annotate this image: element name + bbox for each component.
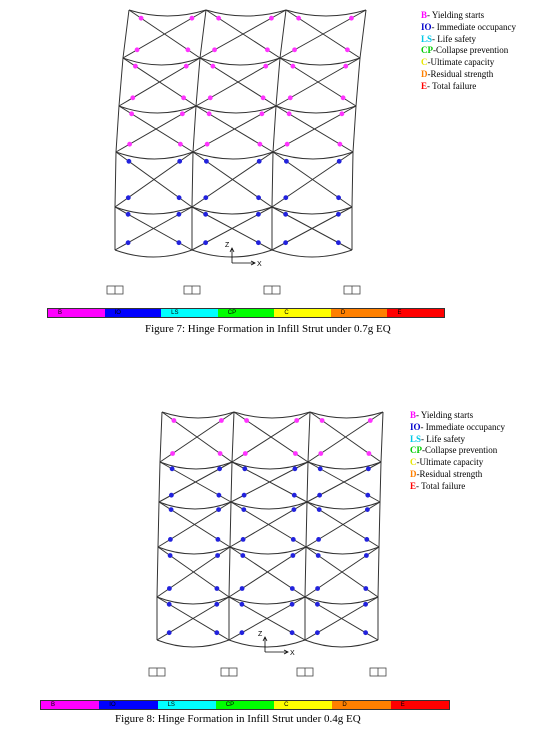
color-bar-segment-d bbox=[331, 309, 388, 317]
beam bbox=[162, 412, 234, 418]
hinge-dot bbox=[181, 95, 186, 100]
legend-text: - Total failure bbox=[427, 80, 477, 91]
hinge-dot bbox=[180, 111, 185, 116]
hinge-dot bbox=[216, 537, 221, 542]
hinge-dot bbox=[215, 586, 220, 591]
hinge-dot bbox=[126, 195, 131, 200]
beam bbox=[115, 250, 192, 257]
hinge-dot bbox=[203, 195, 208, 200]
hinge-dot bbox=[265, 47, 270, 52]
color-bar-segment-b bbox=[48, 309, 105, 317]
legend-item-cp bbox=[421, 45, 516, 57]
hinge-dot bbox=[367, 451, 372, 456]
legend-code: D bbox=[421, 68, 428, 79]
color-bar-segment-e bbox=[387, 309, 444, 317]
legend-item-b bbox=[421, 10, 516, 22]
x-axis-label: X bbox=[257, 261, 262, 268]
hinge-dot bbox=[258, 142, 263, 147]
hinge-dot bbox=[316, 553, 321, 558]
color-bar-label: B bbox=[51, 702, 56, 708]
hinge-dot bbox=[283, 212, 288, 217]
hinge-dot bbox=[296, 16, 301, 21]
hinge-dot bbox=[129, 111, 134, 116]
frame-fig7 bbox=[107, 10, 366, 294]
hinge-dot bbox=[135, 47, 140, 52]
hinge-dot bbox=[318, 451, 323, 456]
hinge-dot bbox=[184, 64, 189, 69]
hinge-dot bbox=[216, 16, 221, 21]
beam bbox=[157, 640, 229, 647]
hinge-dot bbox=[203, 212, 208, 217]
legend-item-ls bbox=[410, 434, 505, 446]
hinge-dot bbox=[178, 142, 183, 147]
hinge-dot bbox=[290, 630, 295, 635]
hinge-dot bbox=[212, 47, 217, 52]
legend-text: - Total failure bbox=[416, 480, 466, 491]
beam bbox=[273, 152, 353, 159]
beam bbox=[229, 640, 305, 647]
hinge-dot bbox=[214, 602, 219, 607]
hinge-dot bbox=[263, 64, 268, 69]
hinge-dot bbox=[291, 553, 296, 558]
figure-caption-7: Figure 7: Hinge Formation in Infill Strut under 0.7g EQ bbox=[145, 323, 391, 335]
beam bbox=[193, 152, 273, 159]
color-bar-segment-cp bbox=[218, 309, 275, 317]
hinge-dot bbox=[292, 47, 297, 52]
color-bar-label: LS bbox=[167, 702, 175, 708]
legend-text: -Residual strength bbox=[427, 68, 494, 79]
hinge-dot bbox=[318, 466, 323, 471]
z-axis-label: Z bbox=[258, 631, 263, 638]
hinge-dot bbox=[364, 537, 369, 542]
hinge-dot bbox=[290, 602, 295, 607]
hinge-dot bbox=[363, 630, 368, 635]
hinge-dot bbox=[287, 111, 292, 116]
column bbox=[157, 412, 162, 640]
hinge-dot bbox=[218, 451, 223, 456]
color-bar-segment-e bbox=[391, 701, 449, 709]
hinge-dot bbox=[338, 142, 343, 147]
hinge-dot bbox=[204, 159, 209, 164]
hinge-legend-fig8 bbox=[410, 410, 505, 493]
hinge-dot bbox=[126, 212, 131, 217]
color-bar-label: IO bbox=[109, 702, 116, 708]
hinge-dot bbox=[170, 451, 175, 456]
hinge-dot bbox=[130, 95, 135, 100]
legend-text: -Collapse prevention bbox=[433, 45, 509, 56]
column bbox=[229, 412, 234, 640]
hinge-dot bbox=[368, 418, 373, 423]
hinge-dot bbox=[365, 507, 370, 512]
hinge-dot bbox=[317, 493, 322, 498]
hinge-dot bbox=[169, 493, 174, 498]
legend-item-io bbox=[421, 22, 516, 34]
legend-item-b bbox=[410, 410, 505, 422]
hinge-dot bbox=[285, 142, 290, 147]
legend-item-e bbox=[410, 481, 505, 493]
column bbox=[352, 10, 366, 250]
color-bar-label: E bbox=[400, 702, 405, 708]
z-axis-label: Z bbox=[225, 242, 230, 249]
legend-item-c bbox=[410, 457, 505, 469]
legend-text: -Ultimate capacity bbox=[427, 57, 495, 68]
legend-text: - Life safety bbox=[432, 33, 476, 44]
hinge-dot bbox=[170, 466, 175, 471]
hinge-dot bbox=[127, 142, 132, 147]
beam bbox=[306, 547, 379, 554]
legend-item-d bbox=[421, 69, 516, 81]
hinge-dot bbox=[240, 602, 245, 607]
hinge-dot bbox=[349, 16, 354, 21]
beam bbox=[206, 10, 286, 16]
hinge-dot bbox=[207, 111, 212, 116]
legend-item-d bbox=[410, 469, 505, 481]
legend-code: IO bbox=[410, 421, 421, 432]
hinge-dot bbox=[241, 507, 246, 512]
hinge-dot bbox=[290, 586, 295, 591]
hinge-dot bbox=[288, 95, 293, 100]
legend-text: - Immediate occupancy bbox=[420, 421, 505, 432]
legend-item-c bbox=[421, 57, 516, 69]
color-bar-segment-io bbox=[99, 701, 157, 709]
legend-code: LS bbox=[410, 433, 422, 444]
hinge-dot bbox=[269, 16, 274, 21]
legend-code: C bbox=[421, 57, 428, 68]
legend-text: - Yielding starts bbox=[416, 410, 474, 420]
color-bar-label: D bbox=[340, 310, 346, 316]
hinge-dot bbox=[293, 451, 298, 456]
color-bar-label: E bbox=[397, 310, 402, 316]
hinge-dot bbox=[167, 602, 172, 607]
hinge-dot bbox=[345, 47, 350, 52]
beam bbox=[305, 640, 378, 647]
color-bar-segment-c bbox=[274, 309, 331, 317]
hinge-dot bbox=[240, 586, 245, 591]
legend-code: B bbox=[410, 410, 417, 420]
hinge-dot bbox=[177, 195, 182, 200]
color-bar-label: CP bbox=[225, 702, 235, 708]
hinge-dot bbox=[244, 418, 249, 423]
color-bar-label: C bbox=[284, 702, 289, 708]
legend-text: - Life safety bbox=[421, 433, 465, 444]
hinge-dot bbox=[190, 16, 195, 21]
hinge-dot bbox=[336, 240, 341, 245]
hinge-dot bbox=[203, 240, 208, 245]
beam bbox=[310, 412, 383, 418]
column bbox=[378, 412, 383, 640]
hinge-dot bbox=[256, 212, 261, 217]
legend-item-io bbox=[410, 422, 505, 434]
hinge-dot bbox=[365, 493, 370, 498]
hinge-color-bar-fig8 bbox=[40, 700, 450, 710]
hinge-dot bbox=[293, 466, 298, 471]
hinge-dot bbox=[169, 507, 174, 512]
beam bbox=[234, 412, 310, 418]
legend-code: E bbox=[421, 80, 428, 91]
hinge-dot bbox=[186, 47, 191, 52]
legend-code: E bbox=[410, 480, 417, 491]
hinge-dot bbox=[315, 630, 320, 635]
color-bar-segment-ls bbox=[161, 309, 218, 317]
hinge-dot bbox=[283, 195, 288, 200]
hinge-dot bbox=[256, 195, 261, 200]
legend-code: D bbox=[410, 468, 417, 479]
hinge-dot bbox=[363, 602, 368, 607]
hinge-dot bbox=[177, 159, 182, 164]
hinge-dot bbox=[284, 159, 289, 164]
beam bbox=[230, 547, 306, 554]
legend-code: IO bbox=[421, 21, 432, 32]
color-bar-segment-ls bbox=[158, 701, 216, 709]
legend-text: -Residual strength bbox=[416, 468, 483, 479]
legend-code: C bbox=[410, 457, 417, 468]
hinge-dot bbox=[240, 630, 245, 635]
hinge-dot bbox=[133, 64, 138, 69]
hinge-dot bbox=[363, 586, 368, 591]
hinge-dot bbox=[172, 418, 177, 423]
hinge-dot bbox=[316, 537, 321, 542]
hinge-dot bbox=[283, 240, 288, 245]
hinge-dot bbox=[139, 16, 144, 21]
legend-code: B bbox=[421, 10, 428, 20]
beam bbox=[123, 58, 200, 65]
hinge-dot bbox=[292, 507, 297, 512]
hinge-dot bbox=[343, 64, 348, 69]
hinge-dot bbox=[177, 240, 182, 245]
beam bbox=[129, 10, 206, 16]
hinge-dot bbox=[126, 159, 131, 164]
hinge-dot bbox=[208, 95, 213, 100]
hinge-dot bbox=[364, 553, 369, 558]
hinge-dot bbox=[167, 586, 172, 591]
hinge-dot bbox=[294, 418, 299, 423]
beam bbox=[286, 10, 366, 16]
hinge-dot bbox=[205, 142, 210, 147]
beam bbox=[272, 250, 352, 257]
beam bbox=[200, 58, 280, 65]
color-bar-label: LS bbox=[171, 310, 179, 316]
legend-text: -Collapse prevention bbox=[422, 445, 498, 456]
color-bar-label: D bbox=[342, 702, 347, 708]
color-bar-segment-io bbox=[105, 309, 162, 317]
hinge-dot bbox=[215, 553, 220, 558]
beam bbox=[116, 152, 193, 159]
hinge-dot bbox=[291, 537, 296, 542]
hinge-dot bbox=[292, 493, 297, 498]
hinge-dot bbox=[177, 212, 182, 217]
hinge-dot bbox=[317, 507, 322, 512]
hinge-dot bbox=[320, 418, 325, 423]
x-axis-label: X bbox=[290, 650, 295, 657]
color-bar-label: CP bbox=[227, 310, 237, 316]
hinge-dot bbox=[168, 553, 173, 558]
hinge-dot bbox=[291, 64, 296, 69]
figure-caption-8: Figure 8: Hinge Formation in Infill Strut under 0.4g EQ bbox=[115, 713, 361, 725]
hinge-color-bar-fig7 bbox=[47, 308, 445, 318]
color-bar-segment-cp bbox=[216, 701, 274, 709]
hinge-dot bbox=[242, 493, 247, 498]
legend-item-ls bbox=[421, 34, 516, 46]
legend-item-e bbox=[421, 81, 516, 93]
hinge-dot bbox=[256, 240, 261, 245]
hinge-dot bbox=[217, 493, 222, 498]
hinge-dot bbox=[336, 195, 341, 200]
color-bar-label: B bbox=[58, 310, 63, 316]
color-bar-segment-d bbox=[332, 701, 390, 709]
column bbox=[305, 412, 310, 640]
hinge-dot bbox=[336, 212, 341, 217]
legend-item-cp bbox=[410, 445, 505, 457]
hinge-dot bbox=[261, 95, 266, 100]
hinge-dot bbox=[366, 466, 371, 471]
color-bar-label: IO bbox=[114, 310, 121, 316]
hinge-dot bbox=[341, 95, 346, 100]
hinge-dot bbox=[167, 630, 172, 635]
hinge-dot bbox=[315, 602, 320, 607]
hinge-dot bbox=[260, 111, 265, 116]
hinge-legend-fig7 bbox=[421, 10, 516, 93]
legend-code: CP bbox=[421, 45, 433, 56]
legend-text: - Immediate occupancy bbox=[431, 21, 516, 32]
hinge-dot bbox=[241, 537, 246, 542]
hinge-dot bbox=[337, 159, 342, 164]
hinge-dot bbox=[243, 451, 248, 456]
color-bar-segment-c bbox=[274, 701, 332, 709]
hinge-dot bbox=[315, 586, 320, 591]
color-bar-segment-b bbox=[41, 701, 99, 709]
hinge-dot bbox=[211, 64, 216, 69]
color-bar-label: C bbox=[284, 310, 289, 316]
hinge-dot bbox=[168, 537, 173, 542]
hinge-dot bbox=[219, 418, 224, 423]
legend-text: - Yielding starts bbox=[427, 10, 485, 20]
hinge-dot bbox=[126, 240, 131, 245]
beam bbox=[158, 547, 230, 554]
legend-text: -Ultimate capacity bbox=[416, 457, 484, 468]
frame-fig8 bbox=[149, 412, 386, 676]
legend-code: CP bbox=[410, 445, 422, 456]
hinge-dot bbox=[257, 159, 262, 164]
hinge-dot bbox=[217, 466, 222, 471]
hinge-dot bbox=[242, 466, 247, 471]
legend-code: LS bbox=[421, 33, 433, 44]
hinge-dot bbox=[214, 630, 219, 635]
hinge-dot bbox=[216, 507, 221, 512]
hinge-dot bbox=[340, 111, 345, 116]
hinge-dot bbox=[240, 553, 245, 558]
beam bbox=[280, 58, 360, 65]
